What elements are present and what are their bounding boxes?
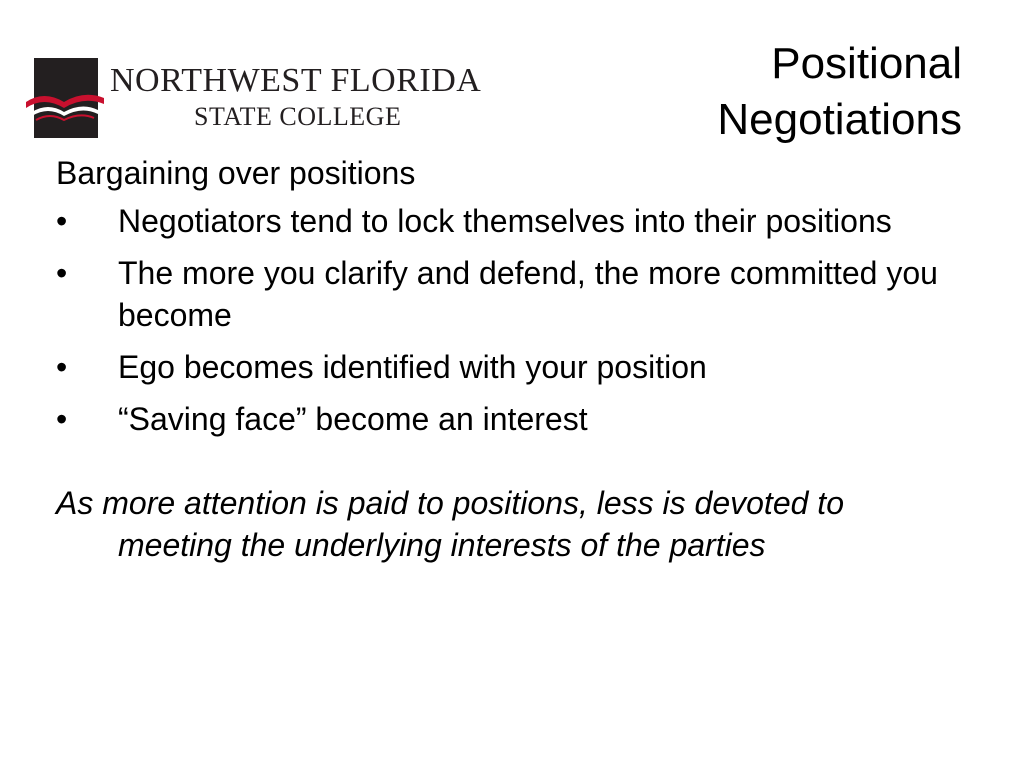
- bullet-icon: •: [56, 255, 68, 291]
- bullet-text: Ego becomes identified with your position: [118, 349, 707, 385]
- slide-title-line-2: Negotiations: [717, 95, 962, 144]
- book-emblem-icon: [26, 54, 106, 144]
- bullet-icon: •: [56, 203, 68, 239]
- bullet-list: [56, 200, 946, 440]
- slide-title-line-1: Positional: [771, 39, 962, 88]
- bullet-item: [56, 200, 946, 242]
- logo-line-1: NORTHWEST FLORIDA: [110, 62, 482, 99]
- closing-note: As more attention is paid to positions, less is devoted to meeting the underlying interests of the parties: [56, 485, 844, 563]
- bullet-text: “Saving face” become an interest: [118, 401, 588, 437]
- bullet-item: [56, 346, 946, 388]
- subheading: Bargaining over positions: [56, 155, 416, 191]
- slide-body: [56, 152, 946, 566]
- bullet-text: The more you clarify and defend, the more committed you become: [118, 255, 938, 333]
- bullet-icon: •: [56, 349, 68, 385]
- bullet-item: [56, 398, 946, 440]
- bullet-item: [56, 252, 946, 336]
- bullet-icon: •: [56, 401, 68, 437]
- bullet-text: Negotiators tend to lock themselves into their positions: [118, 203, 892, 239]
- college-logo: [26, 54, 482, 144]
- slide-title: [717, 36, 962, 148]
- logo-line-2: STATE COLLEGE: [194, 102, 402, 131]
